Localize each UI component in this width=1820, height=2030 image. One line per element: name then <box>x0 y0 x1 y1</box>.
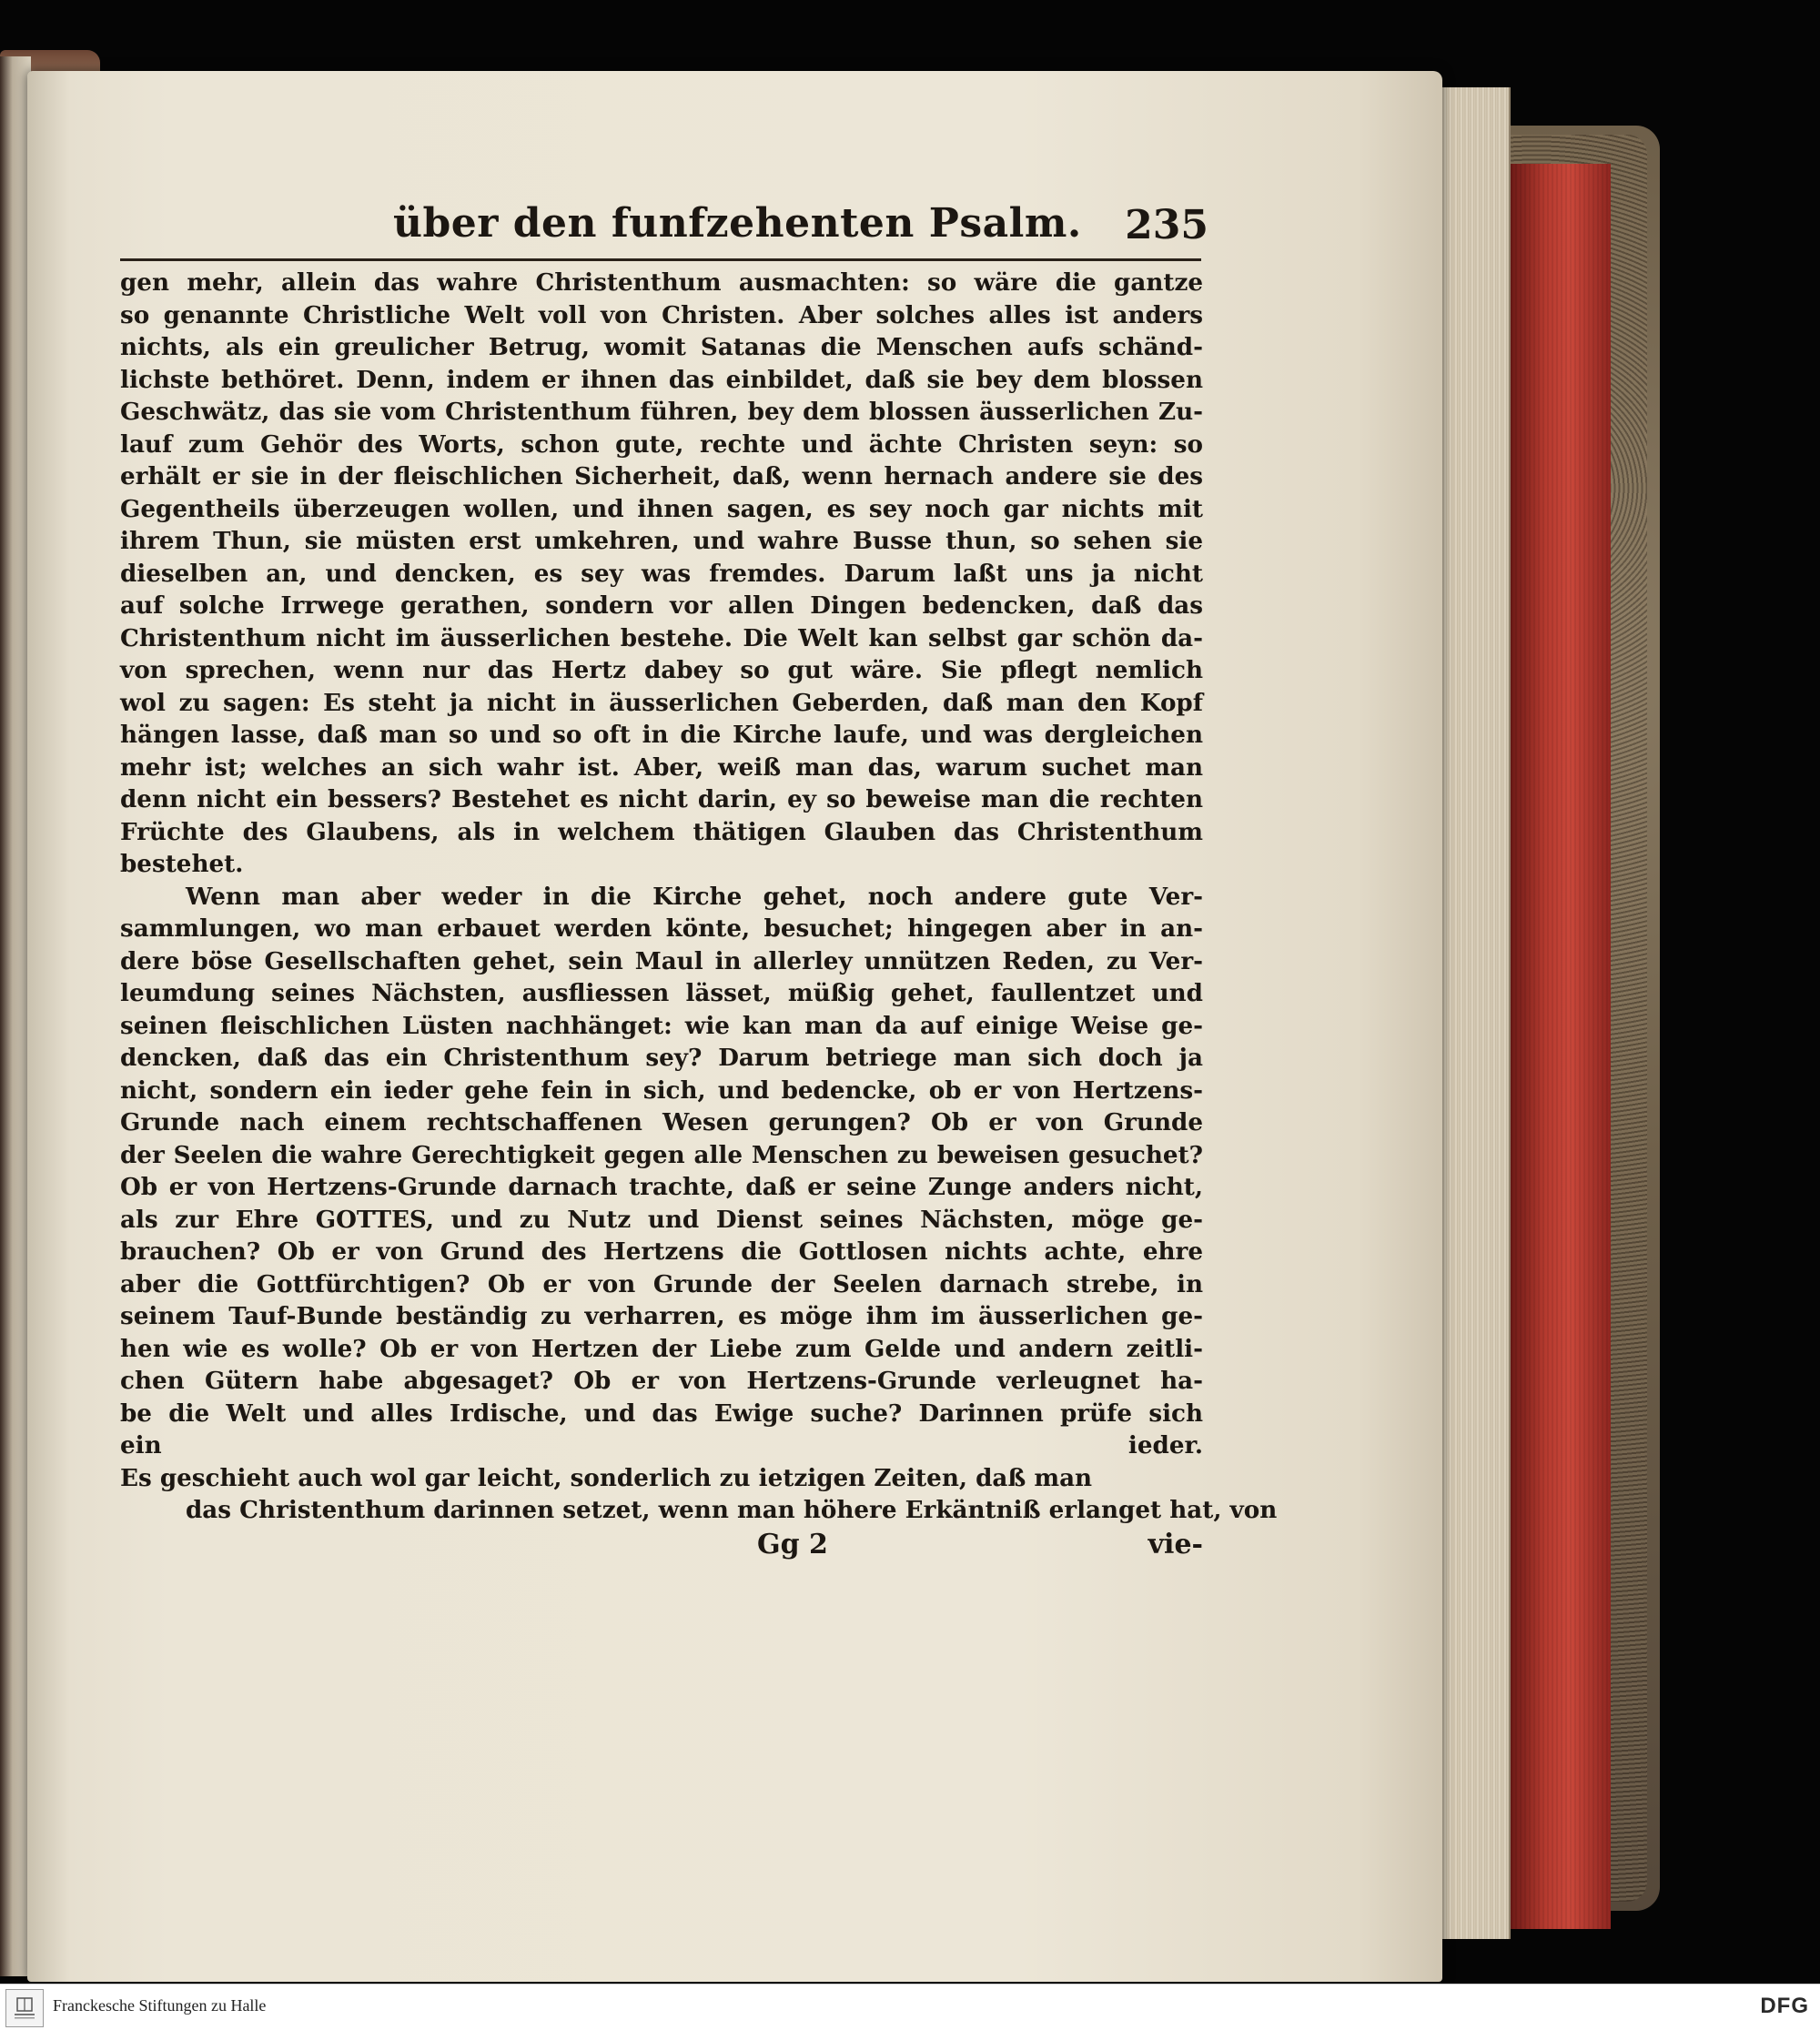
text-line: Ob er von Hertzens-Grunde darnach trachte, daß er seine Zunge anders nicht, <box>120 1173 1203 1201</box>
text-line: aber die Gottfürchtigen? Ob er von Grunde der Seelen darnach strebe, in <box>120 1269 1203 1298</box>
dfg-logo: DFG <box>1760 1994 1809 2018</box>
institution-name: Franckesche Stiftungen zu Halle <box>53 1996 267 2015</box>
text-line: seinem Tauf-Bunde beständig zu verharren, es möge ihm im äusserlichen ge- <box>120 1302 1203 1330</box>
text-line: auf solche Irrwege gerathen, sondern vor allen Dingen bedencken, daß das <box>120 591 1203 620</box>
page-number: 235 <box>1125 202 1208 248</box>
text-line: chen Gütern habe abgesaget? Ob er von Hertzens-Grunde verleugnet ha- <box>120 1367 1203 1395</box>
text-line: ihrem Thun, sie müsten erst umkehren, und wahre Busse thun, so sehen sie <box>120 527 1203 555</box>
body-text <box>120 267 1278 1527</box>
text-line: dieselben an, und dencken, es sey was fremdes. Darum laßt uns ja nicht <box>120 559 1203 588</box>
institution-logo-icon <box>5 1989 44 2027</box>
text-line: erhält er sie in der fleischlichen Sicherheit, daß, wenn hernach andere sie des <box>120 462 1203 490</box>
text-line: be die Welt und alles Irdische, und das Ewige suche? Darinnen prüfe sich <box>120 1399 1203 1428</box>
running-title: über den funfzehenten Psalm. <box>393 200 1082 247</box>
page-header <box>120 200 1208 258</box>
catchword: vie- <box>1148 1528 1203 1560</box>
text-line: hängen lasse, daß man so und so oft in die Kirche laufe, und was dergleichen <box>120 721 1203 749</box>
text-line: gen mehr, allein das wahre Christenthum ausmachten: so wäre die gantze <box>120 268 1203 297</box>
left-page-edge <box>0 56 31 1976</box>
text-line: Wenn man aber weder in die Kirche gehet, noch andere gute Ver- <box>186 882 1203 911</box>
text-line: seinen fleischlichen Lüsten nachhänget: wie kan man da auf einige Weise ge- <box>120 1011 1203 1040</box>
text-line: wol zu sagen: Es steht ja nicht in äusserlichen Geberden, daß man den Kopf <box>120 688 1203 717</box>
text-line: Grunde nach einem rechtschaffenen Wesen gerungen? Ob er von Grunde <box>120 1108 1203 1136</box>
text-line: sammlungen, wo man erbauet werden könte, besuchet; hingegen aber in an- <box>120 914 1203 943</box>
text-line: denn nicht ein bessers? Bestehet es nicht darin, ey so beweise man die rechten <box>120 785 1203 813</box>
text-line: Früchte des Glaubens, als in welchem thätigen Glauben das Christenthum <box>120 817 1203 846</box>
text-line: Geschwätz, das sie vom Christenthum führen, bey dem blossen äusserlichen Zu- <box>120 398 1203 426</box>
text-block <box>120 200 1278 1565</box>
text-line: Christenthum nicht im äusserlichen bestehe. Die Welt kan selbst gar schön da- <box>120 623 1203 652</box>
text-line: nicht, sondern ein ieder gehe fein in sich, und bedencke, ob er von Hertzens- <box>120 1076 1203 1105</box>
text-line: dere böse Gesellschaften gehet, sein Maul in allerley unnützen Reden, zu Ver- <box>120 946 1203 975</box>
text-line: lichste bethöret. Denn, indem er ihnen das einbildet, daß sie bey dem blossen <box>120 365 1203 394</box>
text-line: dencken, daß das ein Christenthum sey? Darum betriege man sich doch ja <box>120 1044 1203 1072</box>
viewer-footer <box>0 1984 1820 2030</box>
header-rule <box>120 258 1201 261</box>
text-line: bestehet. <box>120 850 244 878</box>
text-line: so genannte Christliche Welt voll von Christen. Aber solches alles ist anders <box>120 300 1203 329</box>
text-line: leumdung seines Nächsten, ausfliessen lässet, müßig gehet, faullentzet und <box>120 979 1203 1007</box>
text-line: der Seelen die wahre Gerechtigkeit gegen alle Menschen zu beweisen gesuchet? <box>120 1140 1203 1169</box>
red-page-edge <box>1511 164 1611 1929</box>
text-line: brauchen? Ob er von Grund des Hertzens die Gottlosen nichts achte, ehre <box>120 1237 1203 1266</box>
page-footer <box>120 1529 1203 1565</box>
text-line: lauf zum Gehör des Worts, schon gute, rechte und ächte Christen seyn: so <box>120 429 1203 459</box>
text-line: Gegentheils überzeugen wollen, und ihnen sagen, es sey noch gar nichts mit <box>120 494 1203 523</box>
text-line: nichts, als ein greulicher Betrug, womit Satanas die Menschen aufs schänd- <box>120 333 1203 361</box>
text-line: mehr ist; welches an sich wahr ist. Aber, weiß man das, warum suchet man <box>120 752 1203 782</box>
text-line: Es geschieht auch wol gar leicht, sonderlich zu ietzigen Zeiten, daß man <box>120 1463 1093 1492</box>
text-line: von sprechen, wenn nur das Hertz dabey so gut wäre. Sie pflegt nemlich <box>120 656 1203 684</box>
text-line: hen wie es wolle? Ob er von Hertzen der Liebe zum Gelde und andern zeitli- <box>120 1334 1203 1363</box>
text-line: ein ieder. <box>120 1431 1203 1459</box>
page-stack <box>1436 87 1511 1939</box>
signature-mark: Gg 2 <box>757 1528 828 1560</box>
institution-logo-graphic <box>11 1995 38 2022</box>
text-line: das Christenthum darinnen setzet, wenn man höhere Erkäntniß erlanget hat, von <box>186 1496 1278 1524</box>
text-line: als zur Ehre GOTTES, und zu Nutz und Dienst seines Nächsten, möge ge- <box>120 1205 1203 1234</box>
